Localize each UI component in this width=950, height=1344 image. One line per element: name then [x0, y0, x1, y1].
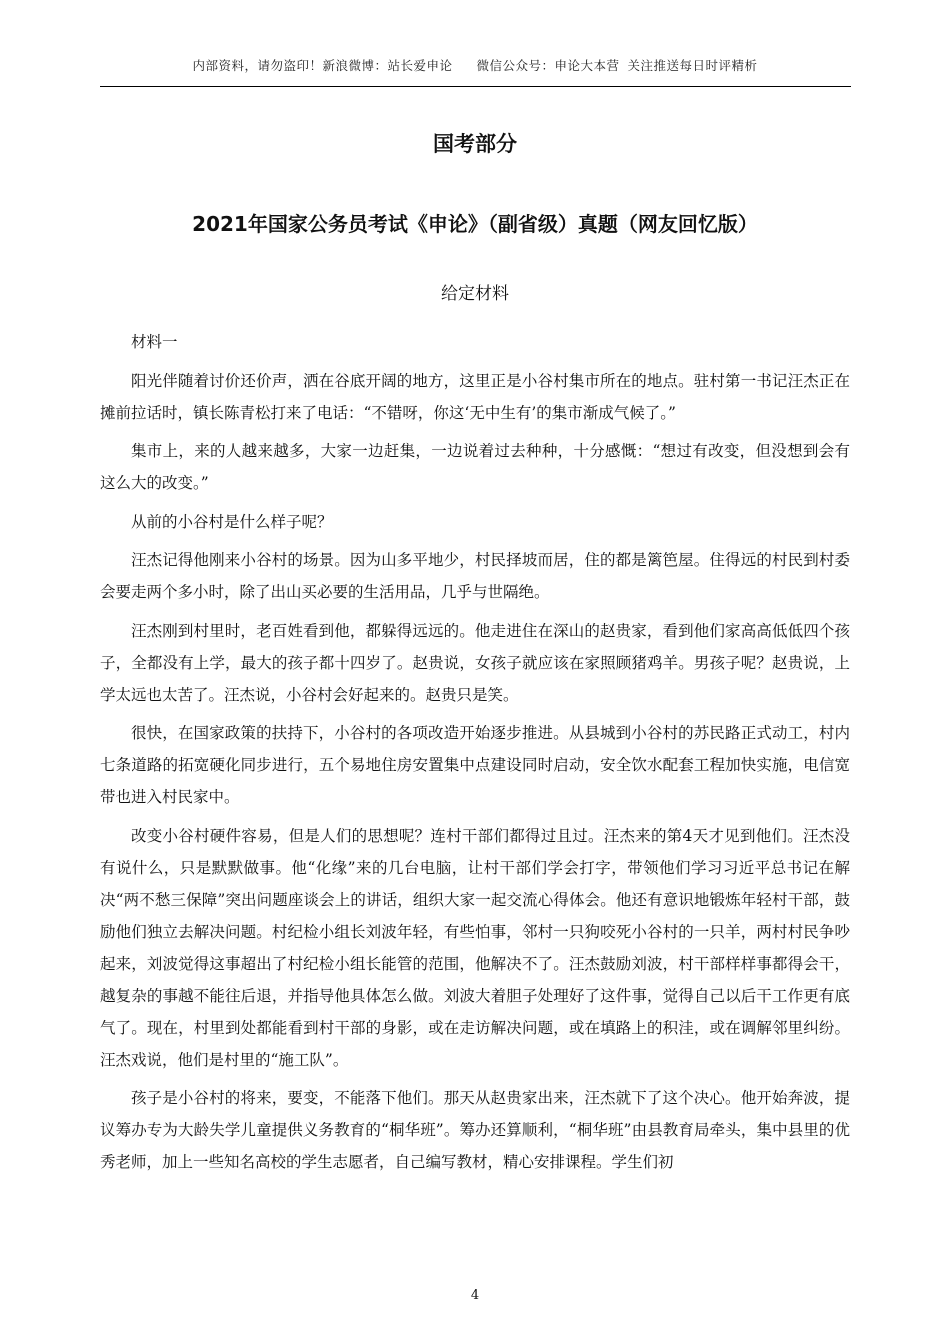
paragraph: 从前的小谷村是什么样子呢？ [131, 512, 333, 531]
paragraph: 汪杰刚到村里时，老百姓看到他，都躲得远远的。他走进住在深山的赵贵家，看到他们家高高低低四个孩子，全都没有上学，最大的孩子都十四岁了。赵贵说，女孩子就应该在家照顾猪鸡羊。男孩子呢？赵贵说，上学太远也太苦了。汪杰说，小谷村会好起来的。赵贵只是笑。 [100, 621, 850, 704]
paragraph: 集市上，来的人越来越多，大家一边赶集，一边说着过去种种，十分感慨：“想过有改变，但没想到会有这么大的改变。” [100, 442, 850, 492]
paragraph: 阳光伴随着讨价还价声，洒在谷底开阔的地方，这里正是小谷村集市所在的地点。驻村第一书记汪杰正在摊前拉话时，镇长陈青松打来了电话：“不错呀，你这‘无中生有’的集市渐成气候了。” [100, 371, 850, 422]
exam-title: 2021年国家公务员考试《申论》（副省级）真题（网友回忆版） [192, 212, 758, 236]
section-title: 国考部分 [433, 132, 517, 156]
paragraph: 改变小谷村硬件容易，但是人们的思想呢？连村干部们都得过且过。汪杰来的第4天才见到他们。汪杰没有说什么，只是默默做事。他“化缘”来的几台电脑，让村干部们学会打字，带领他们学习习近平总书记在解决“两不愁三保障”突出问题座谈会上的讲话，组织大家一起交流心得体会。他还有意识地锻炼年轻村干部，鼓励他们独立去解决问题。村纪检小组长刘波年轻，有些怕事，邻村一只狗咬死小谷村的一只羊，两村村民争吵起来，刘波觉得这事超出了村纪检小组长能管的范围，他解决不了。汪杰鼓励刘波，村干部样样事都得会干，越复杂的事越不能往后退，并指导他具体怎么做。刘波大着胆子处理好了这件事，觉得自己以后干工作更有底气了。现在，村里到处都能看到村干部的身影，或在走访解决问题，或在填路上的积洼，或在调解邻里纠纷。汪杰戏说，他们是村里的“施工队”。 [100, 826, 850, 1069]
page-number: 4 [470, 1288, 480, 1303]
material-label: 材料一 [131, 333, 178, 351]
header-right-text: 微信公众号：申论大本营 关注推送每日时评精析 [476, 58, 758, 73]
paragraph: 汪杰记得他刚来小谷村的场景。因为山多平地少，村民择坡而居，住的都是篱笆屋。住得远的村民到村委会要走两个多小时，除了出山买必要的生活用品，几乎与世隔绝。 [100, 551, 850, 601]
page-header [100, 56, 850, 74]
header-left-text: 内部资料，请勿盗印！新浪微博：站长爱申论 [192, 58, 453, 73]
header-divider [100, 86, 851, 87]
paragraph: 孩子是小谷村的将来，要变，不能落下他们。那天从赵贵家出来，汪杰就下了这个决心。他开始奔波，提议筹办专为大龄失学儿童提供义务教育的“桐华班”。筹办还算顺利，“桐华班”由县教育局牵头，集中县里的优秀老师，加上一些知名高校的学生志愿者，自己编写教材，精心安排课程。学生们初 [100, 1089, 850, 1171]
material-body [100, 326, 850, 1185]
materials-heading: 给定材料 [441, 284, 509, 304]
paragraph: 很快，在国家政策的扶持下，小谷村的各项改造开始逐步推进。从县城到小谷村的苏民路正式动工，村内七条道路的拓宽硬化同步进行，五个易地住房安置集中点建设同时启动，安全饮水配套工程加快实施，电信宽带也进入村民家中。 [100, 724, 850, 806]
